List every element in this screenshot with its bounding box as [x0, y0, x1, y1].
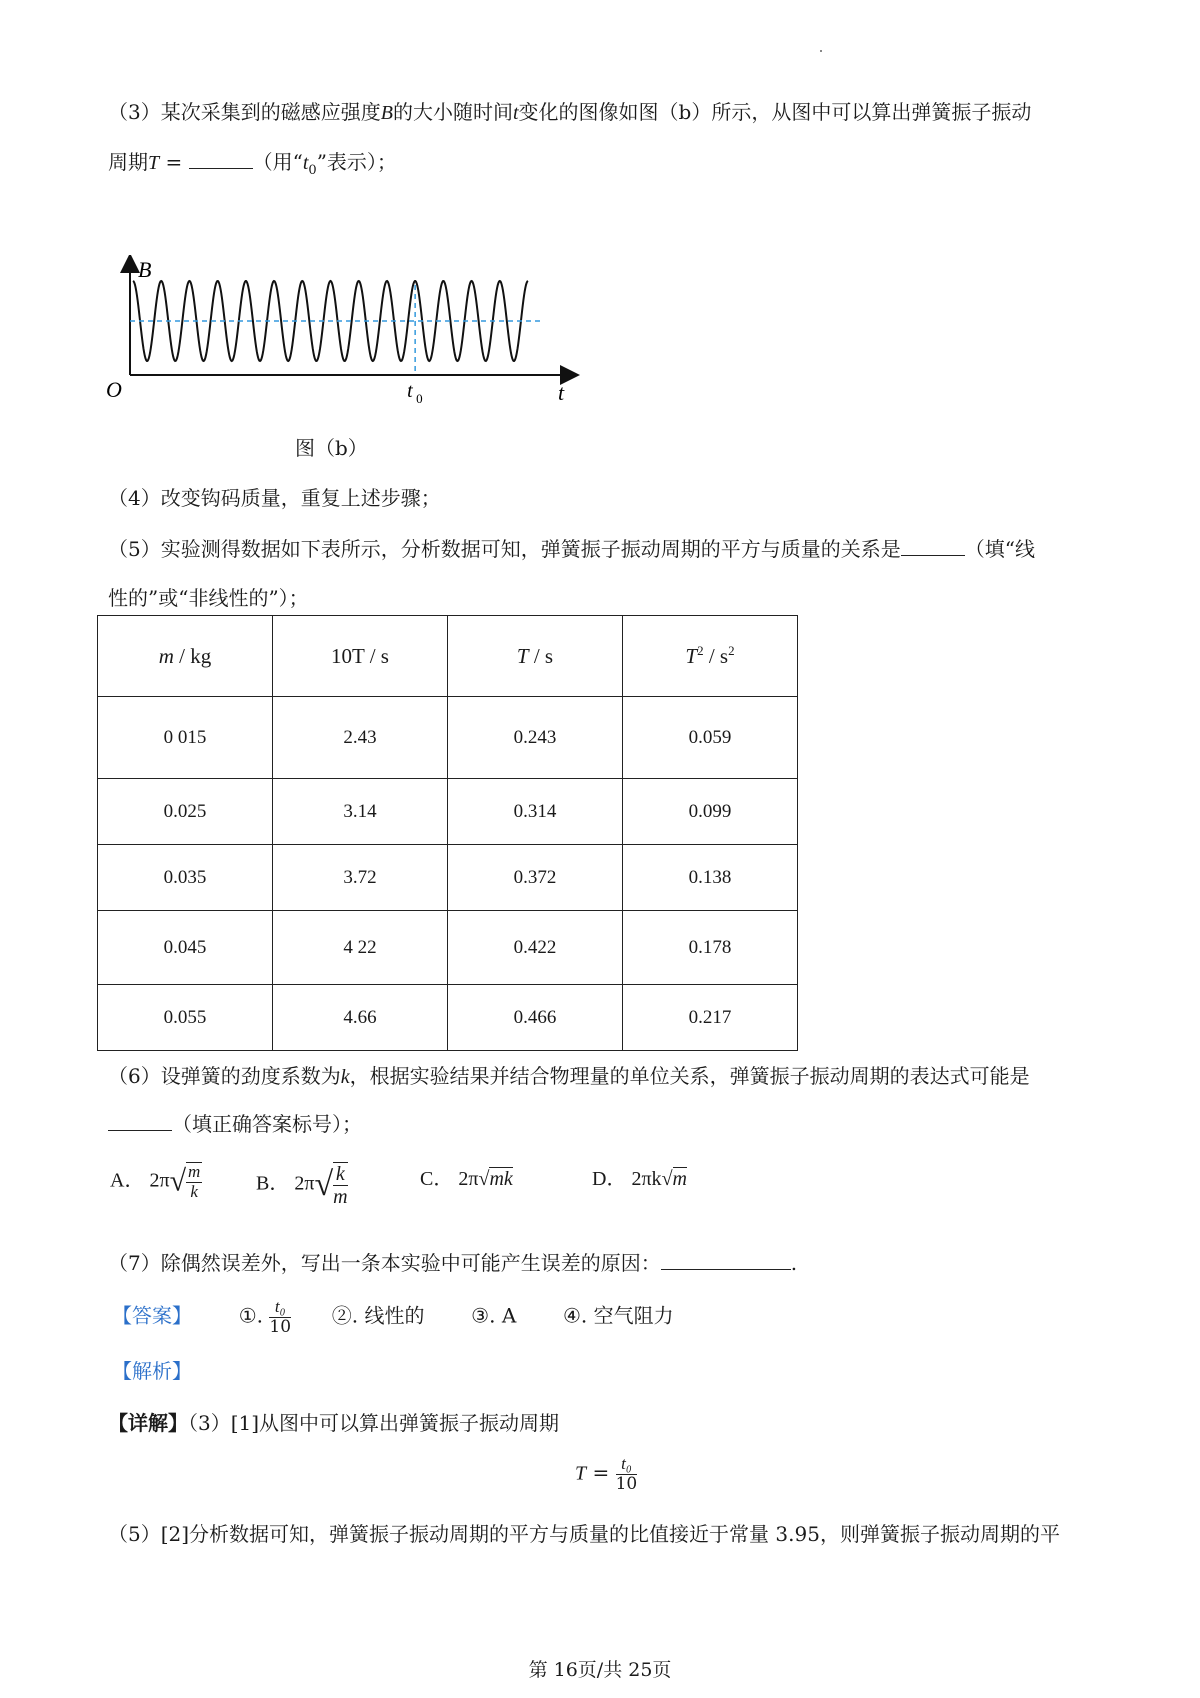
option-expr: 2πk — [631, 1168, 662, 1190]
radicand: mk — [489, 1168, 513, 1190]
var-t: t — [512, 102, 519, 124]
sqrt-sign: √ — [661, 1168, 673, 1190]
text: （7）除偶然误差外，写出一条本实验中可能产生误差的原因： — [108, 1251, 661, 1275]
table-cell: 0.372 — [448, 845, 623, 911]
answer-4: ④. 空气阻力 — [562, 1303, 674, 1328]
table-cell: 2.43 — [273, 697, 448, 779]
header-var: 10T — [331, 643, 365, 668]
table-cell: 0.035 — [98, 845, 273, 911]
table-cell: 0 015 — [98, 697, 273, 779]
option-expr: 2π — [458, 1168, 479, 1190]
equals: = — [586, 1460, 616, 1485]
data-table — [97, 615, 798, 1051]
text: ，根据实验结果并结合物理量的单位关系，弹簧振子振动周期的表达式可能是 — [349, 1064, 1030, 1088]
q3-line1 — [108, 96, 1031, 125]
formula-fraction — [616, 1455, 638, 1493]
text: （填“线 — [964, 537, 1035, 561]
denominator: 10 — [269, 1316, 292, 1337]
text: ”表示）； — [316, 150, 397, 174]
figure-b — [100, 255, 580, 455]
answer-2: ②. 线性的 — [331, 1303, 425, 1328]
header-var: T — [516, 643, 529, 668]
option-label: A． — [110, 1169, 145, 1192]
q5-detail-line: （5）[2]分析数据可知，弹簧振子振动周期的平方与质量的比值接近于常量 3.95，则弹簧振子振动周期的平 — [108, 1522, 1060, 1546]
text: （3）[1]从图中可以算出弹簧振子振动周期 — [188, 1411, 560, 1435]
option-label: C． — [420, 1168, 454, 1190]
answer-1-fraction — [269, 1298, 291, 1336]
answer-1-label: ①. — [238, 1303, 264, 1328]
header-unit: / s — [364, 643, 389, 668]
formula — [575, 1455, 637, 1493]
table-cell: 0.466 — [448, 985, 623, 1051]
q6-line2 — [108, 1108, 362, 1137]
header-cell — [623, 616, 798, 697]
q4-line: （4）改变钩码质量，重复上述步骤； — [108, 486, 441, 510]
table-cell: 0.314 — [448, 779, 623, 845]
fraction — [186, 1162, 202, 1201]
text: 的大小随时间 — [392, 100, 513, 124]
option-label: D． — [592, 1168, 627, 1190]
y-axis-label: B — [138, 257, 152, 282]
header-cell — [98, 616, 273, 697]
table-cell: 0.422 — [448, 911, 623, 985]
numerator: k — [333, 1163, 347, 1186]
q5-line1 — [108, 533, 1035, 562]
answer-3: ③. A — [471, 1303, 517, 1328]
table-row — [98, 779, 798, 845]
text: （3）某次采集到的磁感应强度 — [108, 100, 381, 124]
denominator: k — [190, 1181, 198, 1201]
table-cell: 0.138 — [623, 845, 798, 911]
option-a[interactable] — [110, 1162, 202, 1201]
option-expr: 2π — [149, 1169, 170, 1192]
var-T: T — [148, 152, 160, 174]
numerator: t₀ — [269, 1298, 291, 1318]
table-cell: 3.14 — [273, 779, 448, 845]
q6-line1 — [108, 1060, 1030, 1089]
text: （6）设弹簧的劲度系数为 — [108, 1064, 341, 1088]
denominator: 10 — [615, 1473, 638, 1494]
page-footer: 第 16页/共 25页 — [528, 1659, 672, 1681]
option-b[interactable] — [256, 1162, 348, 1208]
table-cell: 3.72 — [273, 845, 448, 911]
q3-line2 — [108, 146, 397, 178]
equals: = — [159, 150, 189, 174]
table-cell: 0.099 — [623, 779, 798, 845]
detail-line — [108, 1407, 559, 1436]
header-unit: / s — [528, 643, 554, 668]
var-b: B — [380, 102, 393, 124]
table-row — [98, 697, 798, 779]
table-cell: 0.055 — [98, 985, 273, 1051]
b-t-plot — [100, 255, 580, 455]
fraction — [333, 1162, 347, 1208]
table-cell: 0.178 — [623, 911, 798, 985]
q7-line — [108, 1247, 797, 1276]
t0-label: t — [407, 380, 413, 402]
header-cell — [448, 616, 623, 697]
table-cell: 0.045 — [98, 911, 273, 985]
formula-lhs: T — [575, 1462, 587, 1485]
t0-subscript: 0 — [416, 391, 423, 406]
table-row — [98, 985, 798, 1051]
denominator: m — [333, 1186, 348, 1208]
superscript: 2 — [697, 643, 704, 658]
option-expr: 2π — [294, 1172, 315, 1195]
superscript: 2 — [728, 643, 735, 658]
text: 变化的图像如图（b）所示，从图中可以算出弹簧振子振动 — [518, 100, 1032, 124]
table-row — [98, 911, 798, 985]
table-cell: 4.66 — [273, 985, 448, 1051]
table-cell: 0.059 — [623, 697, 798, 779]
answer-blank[interactable] — [189, 150, 253, 169]
speck — [820, 50, 822, 52]
sqrt-sign: √ — [169, 1164, 187, 1198]
numerator: t₀ — [616, 1455, 638, 1475]
header-var: m — [158, 643, 174, 668]
text: （5）实验测得数据如下表所示，分析数据可知，弹簧振子振动周期的平方与质量的关系是 — [108, 537, 901, 561]
analysis-tag — [112, 1355, 192, 1384]
table-cell: 0.025 — [98, 779, 273, 845]
answer-line — [112, 1298, 674, 1336]
analysis-label: 【解析】 — [112, 1359, 192, 1383]
header-unit: / s — [703, 644, 729, 668]
option-label: B． — [256, 1172, 290, 1195]
numerator: m — [188, 1162, 201, 1181]
option-c[interactable] — [420, 1162, 513, 1191]
sqrt-sign: √ — [478, 1168, 490, 1190]
option-d[interactable] — [592, 1162, 687, 1191]
text: 周期 — [108, 150, 148, 174]
origin-label: O — [106, 377, 122, 402]
radicand: m — [672, 1168, 687, 1190]
table-cell: 0.217 — [623, 985, 798, 1051]
table-cell: 4 22 — [273, 911, 448, 985]
q5-line2: 性的”或“非线性的”）； — [108, 586, 309, 610]
sqrt-sign: √ — [314, 1166, 334, 1203]
header-var: T — [685, 644, 698, 668]
header-unit: / kg — [173, 643, 212, 668]
table-header-row — [98, 616, 798, 697]
header-cell — [273, 616, 448, 697]
answer-tag: 【答案】 — [112, 1303, 192, 1328]
var-t0: t — [302, 152, 309, 174]
table-cell: 0.243 — [448, 697, 623, 779]
x-axis-label: t — [558, 380, 565, 405]
answer-blank[interactable] — [108, 1112, 172, 1131]
text: （用“ — [252, 150, 303, 174]
subscript: 0 — [308, 163, 317, 178]
text: （填正确答案标号）； — [172, 1112, 362, 1136]
text: . — [790, 1251, 798, 1275]
table-row — [98, 845, 798, 911]
detail-tag: 【详解】 — [108, 1411, 188, 1435]
answer-blank[interactable] — [661, 1251, 791, 1270]
figure-caption: 图（b） — [295, 436, 368, 460]
var-k: k — [340, 1066, 350, 1088]
answer-blank[interactable] — [901, 537, 965, 556]
